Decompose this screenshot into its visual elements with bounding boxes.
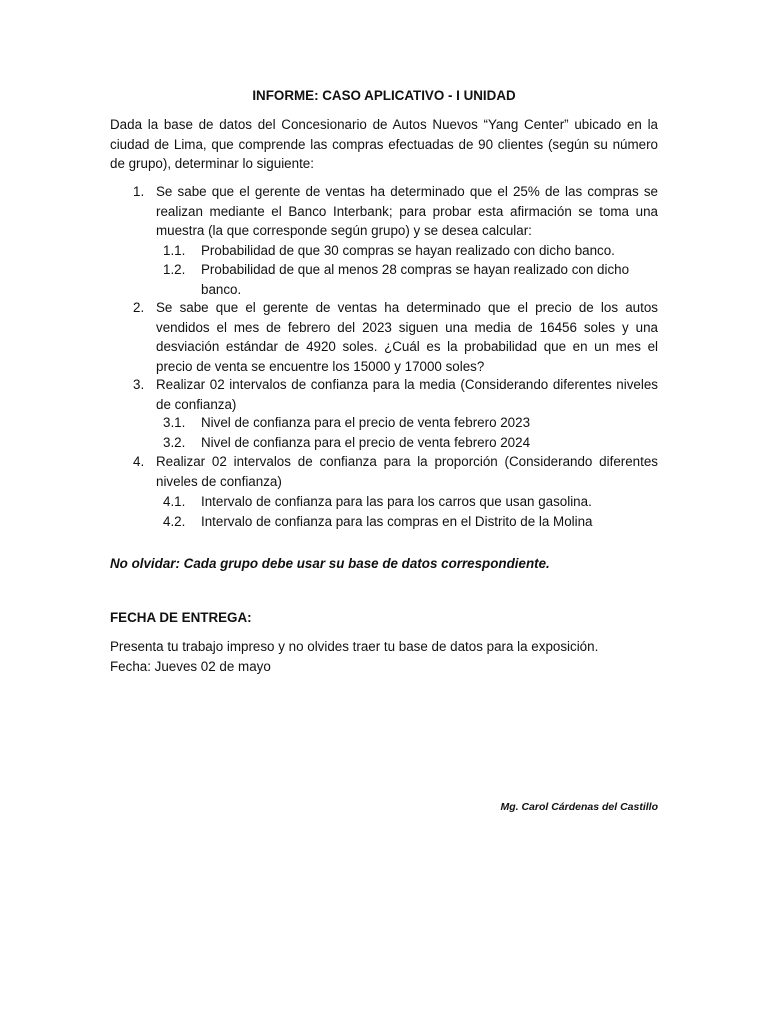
sublist-item-text: Probabilidad de que al menos 28 compras se hayan realizado con dicho banco. <box>201 262 630 297</box>
sublist-item-text: Intervalo de confianza para las para los carros que usan gasolina. <box>201 494 592 509</box>
sublist-item-text: Intervalo de confianza para las compras en el Distrito de la Molina <box>201 514 593 529</box>
sublist-item-text: Nivel de confianza para el precio de venta febrero 2023 <box>201 415 531 430</box>
list-item-text: Realizar 02 intervalos de confianza para la proporción (Considerando diferentes niveles de confianza) <box>156 454 658 489</box>
page-title: INFORME: CASO APLICATIVO - I UNIDAD <box>252 88 516 103</box>
sublist-item-text: Probabilidad de que 30 compras se hayan realizado con dicho banco. <box>201 243 615 258</box>
reminder-note: No olvidar: Cada grupo debe usar su base de datos correspondiente. <box>110 556 550 571</box>
delivery-date-heading: FECHA DE ENTREGA: <box>110 610 252 625</box>
sublist-item-number: 1.2. <box>163 262 186 277</box>
list-item-text: Se sabe que el gerente de ventas ha determinado que el 25% de las compras se realizan mediante el Banco Interbank; para probar esta afirmación se toma una muestra (la que corresponde según grupo) y se desea calcular: <box>156 184 658 238</box>
signature: Mg. Carol Cárdenas del Castillo <box>500 801 658 813</box>
list-item-number: 3. <box>133 377 145 392</box>
sublist-item-number: 4.2. <box>163 514 186 529</box>
sublist-item-number: 3.1. <box>163 415 186 430</box>
list-item-text: Se sabe que el gerente de ventas ha determinado que el precio de los autos vendidos el mes de febrero del 2023 siguen una media de 16456 soles y una desviación estándar de 4920 soles. ¿Cuál es la probabilidad que en un mes el precio de venta se encuentre los 15000 y 17000 soles? <box>156 300 658 374</box>
delivery-date: Fecha: Jueves 02 de mayo <box>110 659 271 674</box>
intro-paragraph: Dada la base de datos del Concesionario de Autos Nuevos “Yang Center” ubicado en la ciudad de Lima, que comprende las compras efectuadas de 90 clientes (según su número de grupo), determinar lo siguiente: <box>110 117 658 171</box>
instructions-text: Presenta tu trabajo impreso y no olvides traer tu base de datos para la exposición. <box>110 639 599 654</box>
sublist-item-number: 4.1. <box>163 494 186 509</box>
list-item-number: 4. <box>133 454 145 469</box>
list-item-number: 2. <box>133 300 145 315</box>
sublist-item-number: 1.1. <box>163 243 186 258</box>
sublist-item-text: Nivel de confianza para el precio de venta febrero 2024 <box>201 435 531 450</box>
sublist-item-number: 3.2. <box>163 435 186 450</box>
list-item-text: Realizar 02 intervalos de confianza para la media (Considerando diferentes niveles de confianza) <box>156 377 658 412</box>
list-item-number: 1. <box>133 184 145 199</box>
